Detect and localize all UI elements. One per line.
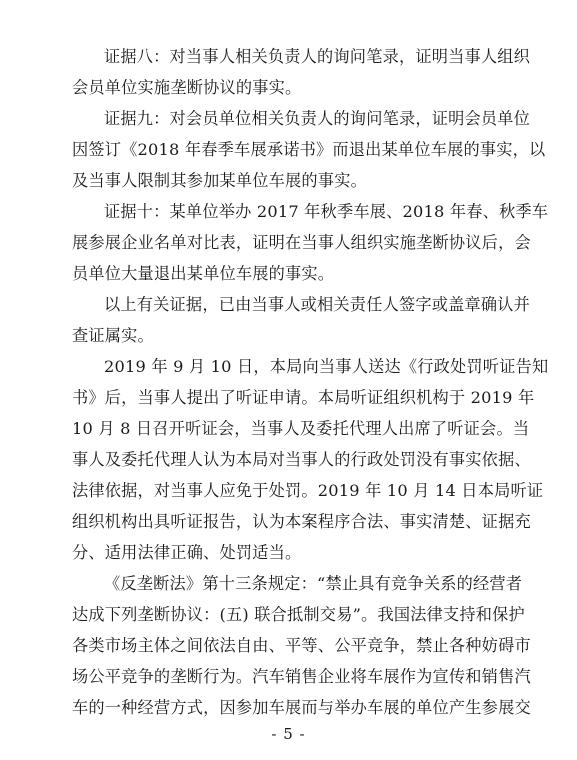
paragraph-6-line-1: 《反垄断法》第十三条规定：“禁止具有竞争关系的经营者 (104, 574, 523, 593)
paragraph-5-line-3: 10 月 8 日召开听证会，当事人及委托代理人出席了听证会。当 (72, 419, 530, 438)
paragraph-3-line-3: 员单位大量退出某单位车展的事实。 (72, 264, 335, 283)
paragraph-3-line-1: 证据十：某单位举办 2017 年秋季车展、2018 年春、秋季车 (104, 202, 549, 221)
paragraph-5-line-2: 书》后，当事人提出了听证申请。本局听证组织机构于 2019 年 (72, 388, 535, 407)
paragraph-4-line-2: 查证属实。 (72, 326, 154, 345)
paragraph-4-line-1: 以上有关证据，已由当事人或相关责任人签字或盖章确认并 (104, 295, 531, 314)
paragraph-3-line-2: 展参展企业名单对比表，证明在当事人组织实施垄断协议后，会 (72, 233, 531, 252)
paragraph-5-line-7: 分、适用法律正确、处罚适当。 (72, 543, 302, 562)
paragraph-6-line-3: 各类市场主体之间依法自由、平等、公平竞争，禁止各种妨碍市 (72, 636, 531, 655)
paragraph-6-line-4: 场公平竞争的垄断行为。汽车销售企业将车展作为宣传和销售汽 (72, 667, 531, 686)
paragraph-5-line-6: 组织机构出具听证报告，认为本案程序合法、事实清楚、证据充 (72, 512, 531, 531)
paragraph-2-line-1: 证据九：对会员单位相关负责人的询问笔录，证明会员单位 (104, 109, 531, 128)
paragraph-6-line-2: 达成下列垄断协议：(五) 联合抵制交易”。我国法律支持和保护 (72, 605, 525, 624)
paragraph-2-line-3: 及当事人限制其参加某单位车展的事实。 (72, 171, 367, 190)
paragraph-2-line-2: 因签订《2018 年春季车展承诺书》而退出某单位车展的事实，以 (72, 140, 546, 159)
paragraph-1-line-1: 证据八：对当事人相关负责人的询问笔录，证明当事人组织 (104, 47, 531, 66)
paragraph-1-line-2: 会员单位实施垄断协议的事实。 (72, 78, 302, 97)
paragraph-6-line-5: 车的一种经营方式，因参加车展而与举办车展的单位产生参展交 (72, 698, 531, 717)
paragraph-5-line-1: 2019 年 9 月 10 日，本局向当事人送达《行政处罚听证告知 (104, 357, 549, 376)
paragraph-5-line-4: 事人及委托代理人认为本局对当事人的行政处罚没有事实依据、 (72, 450, 531, 469)
paragraph-5-line-5: 法律依据，对当事人应免于处罚。2019 年 10 月 14 日本局听证 (72, 481, 544, 500)
page-number: - 5 - (271, 725, 306, 743)
